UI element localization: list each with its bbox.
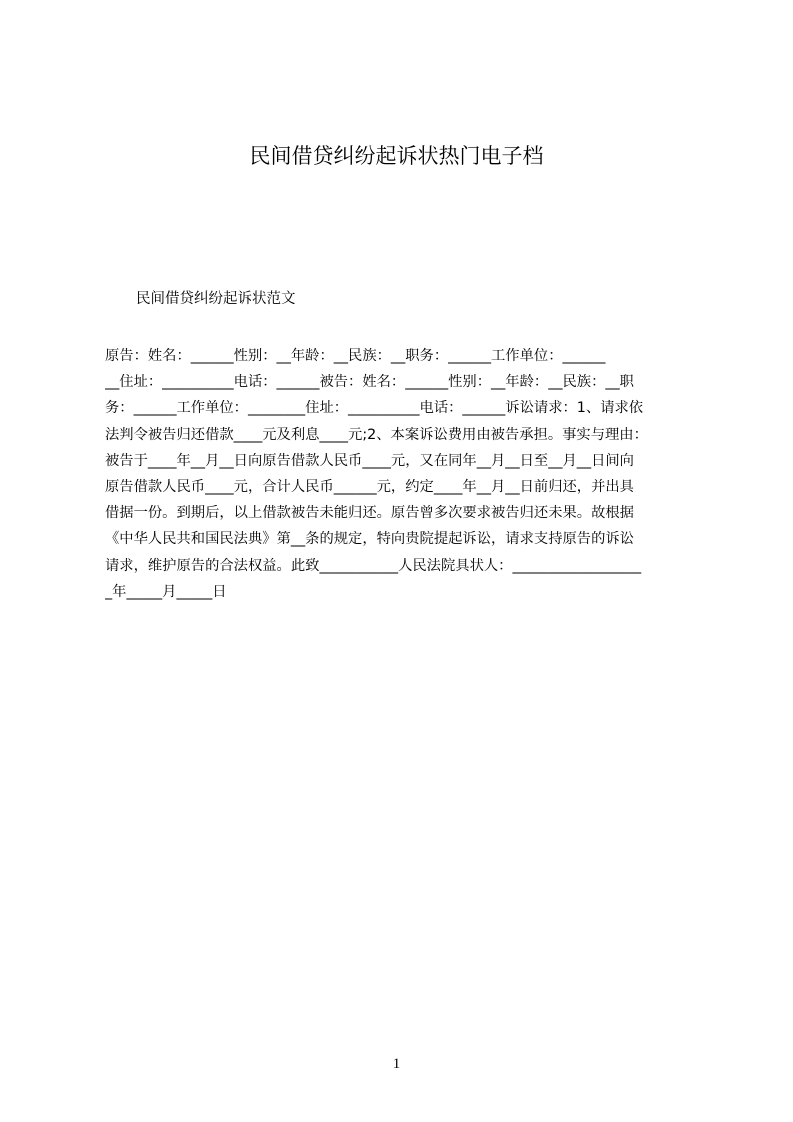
body-line: 被告于____年__月__日向原告借款人民币____元，又在同年__月__日至__月__日间向 [105,452,634,469]
body-line: 《中华人民共和国民法典》第__条的规定，特向贵院提起诉讼，请求支持原告的诉讼 [105,531,634,548]
body-line: 法判令被告归还借款____元及利息____元;2、本案诉讼费用由被告承担。事实与理由： [105,426,648,443]
document-subheading: 民间借贷纠纷起诉状范文 [136,291,296,307]
document-body [105,343,697,607]
body-line: 务：______工作单位：________住址：__________电话：______诉讼请求：1、请求依 [105,400,644,417]
body-line: 请求，维护原告的合法权益。此致___________人民法院具状人：__________________ [105,557,642,574]
body-line: _年_____月_____日 [105,583,227,600]
body-line: __住址：__________电话：______被告：姓名：______性别：__年龄：__民族：__职 [105,374,634,391]
body-line: 原告：姓名：______性别：__年龄：__民族：__职务：______工作单位：______ [105,348,606,364]
document-title: 民间借贷纠纷起诉状热门电子档 [249,144,544,168]
body-line: 原告借款人民币____元，合计人民币______元，约定____年__月__日前归还，并出具 [105,478,634,495]
page-number: 1 [392,1056,401,1072]
body-line: 借据一份。到期后，以上借款被告未能归还。原告曾多次要求被告归还未果。故根据 [105,505,634,522]
